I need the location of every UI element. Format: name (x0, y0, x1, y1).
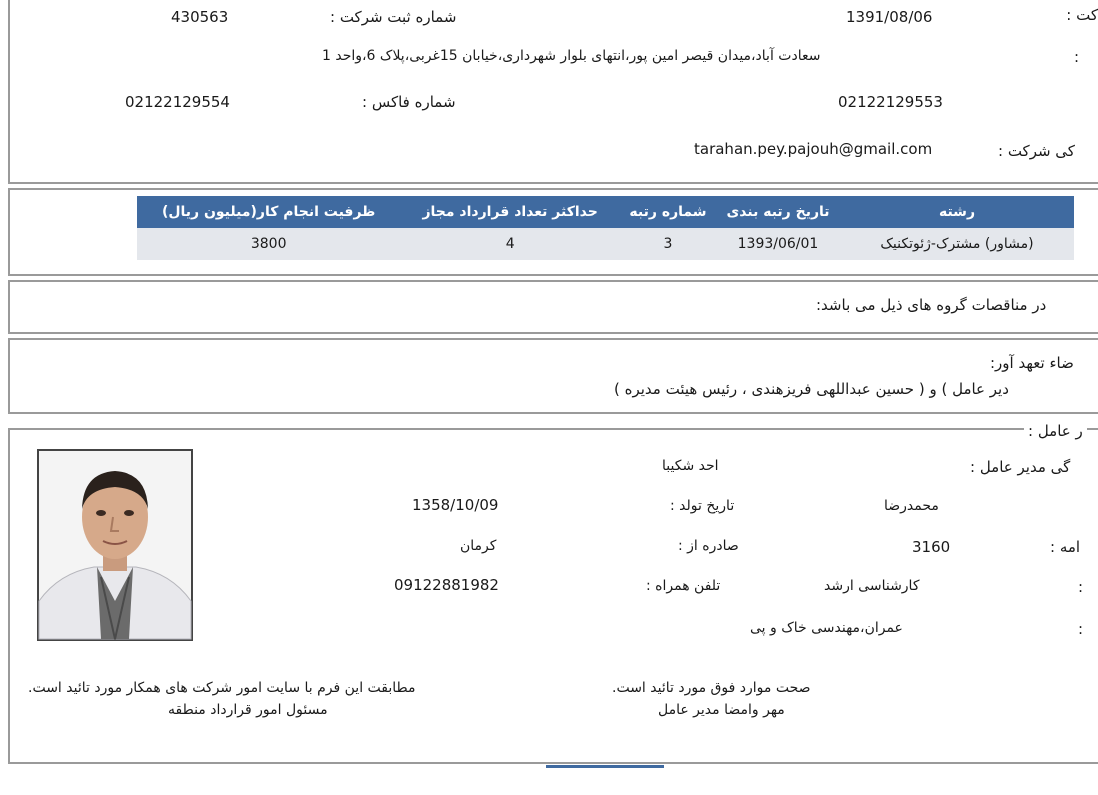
ceo-first-name-value: محمدرضا (884, 498, 939, 514)
signatories-names: دیر عامل ) و ( حسین عبداللهی فریزهندی ، رئیس هیئت مدیره ) (614, 380, 1009, 398)
confirm-line-2: مهر وامضا مدیر عامل (658, 702, 785, 718)
person-portrait-icon (39, 451, 191, 639)
field-label: : (1078, 620, 1084, 638)
id-number-label: امه : (1050, 538, 1081, 556)
reg-date-value: 1391/08/06 (846, 8, 933, 26)
confirm-line-1: صحت موارد فوق مورد تائید است. (612, 680, 811, 696)
email-value: tarahan.pey.pajouh@gmail.com (694, 140, 933, 158)
address-value: سعادت آباد،میدان قیصر امین پور،انتهای بلوار شهرداری،خیابان 15غربی،پلاک 6،واحد 1 (322, 48, 821, 64)
cell-field: (مشاور) مشترک-ژئوتکنیک (840, 228, 1074, 260)
issued-from-value: کرمان (460, 538, 497, 554)
signatories-title: ضاء تعهد آور: (990, 354, 1074, 372)
issued-from-label: صادره از : (678, 538, 739, 554)
field-value: عمران،مهندسی خاک و پی (750, 620, 903, 636)
signatories-panel (8, 338, 1098, 414)
scan-glare (0, 416, 1080, 422)
mobile-label: تلفن همراه : (646, 578, 721, 594)
header-grade-date: تاریخ رتبه بندی (716, 196, 840, 228)
header-max-contracts: حداکثر تعداد قرارداد مجاز (400, 196, 620, 228)
grades-header-row (137, 196, 1074, 228)
cell-grade-number: 3 (620, 228, 716, 260)
grades-table (137, 196, 1074, 260)
cell-max-contracts: 4 (400, 228, 620, 260)
fax-label: شماره فاکس : (362, 93, 456, 111)
address-label: : (1074, 48, 1080, 66)
header-capacity: ظرفیت انجام کار(میلیون ریال) (137, 196, 400, 228)
header-grade-number: شماره رتبه (620, 196, 716, 228)
id-number-value: 3160 (912, 538, 951, 556)
degree-label: : (1078, 578, 1084, 596)
fax-value: 02122129554 (125, 93, 230, 111)
birth-date-value: 1358/10/09 (412, 496, 499, 514)
approval-line-2: مسئول امور قرارداد منطقه (168, 702, 328, 718)
mobile-value: 09122881982 (394, 576, 499, 594)
cell-capacity: 3800 (137, 228, 400, 260)
approval-line-1: مطابقت این فرم با سایت امور شرکت های همکار مورد تائید است. (28, 680, 416, 696)
reg-number-label: شماره ثبت شرکت : (330, 8, 457, 26)
ceo-surname-label: گی مدیر عامل : (970, 458, 1071, 476)
company-info-panel (8, 0, 1098, 184)
tender-groups-text: در مناقصات گروه های ذیل می باشد: (816, 296, 1047, 314)
ceo-photo (37, 449, 193, 641)
ceo-section-title: ر عامل : (1024, 422, 1087, 440)
birth-date-label: تاریخ تولد : (670, 498, 735, 514)
reg-date-label: کت : (1066, 6, 1098, 24)
bottom-tab-indicator (546, 765, 664, 768)
header-field: رشته (840, 196, 1074, 228)
cell-grade-date: 1393/06/01 (716, 228, 840, 260)
reg-number-value: 430563 (171, 8, 229, 26)
degree-value: کارشناسی ارشد (824, 578, 920, 594)
table-row (137, 228, 1074, 260)
tender-groups-panel (8, 280, 1098, 334)
email-label: کی شرکت : (998, 142, 1075, 160)
ceo-surname-value: احد شکیبا (662, 458, 719, 474)
phone-value: 02122129553 (838, 93, 943, 111)
